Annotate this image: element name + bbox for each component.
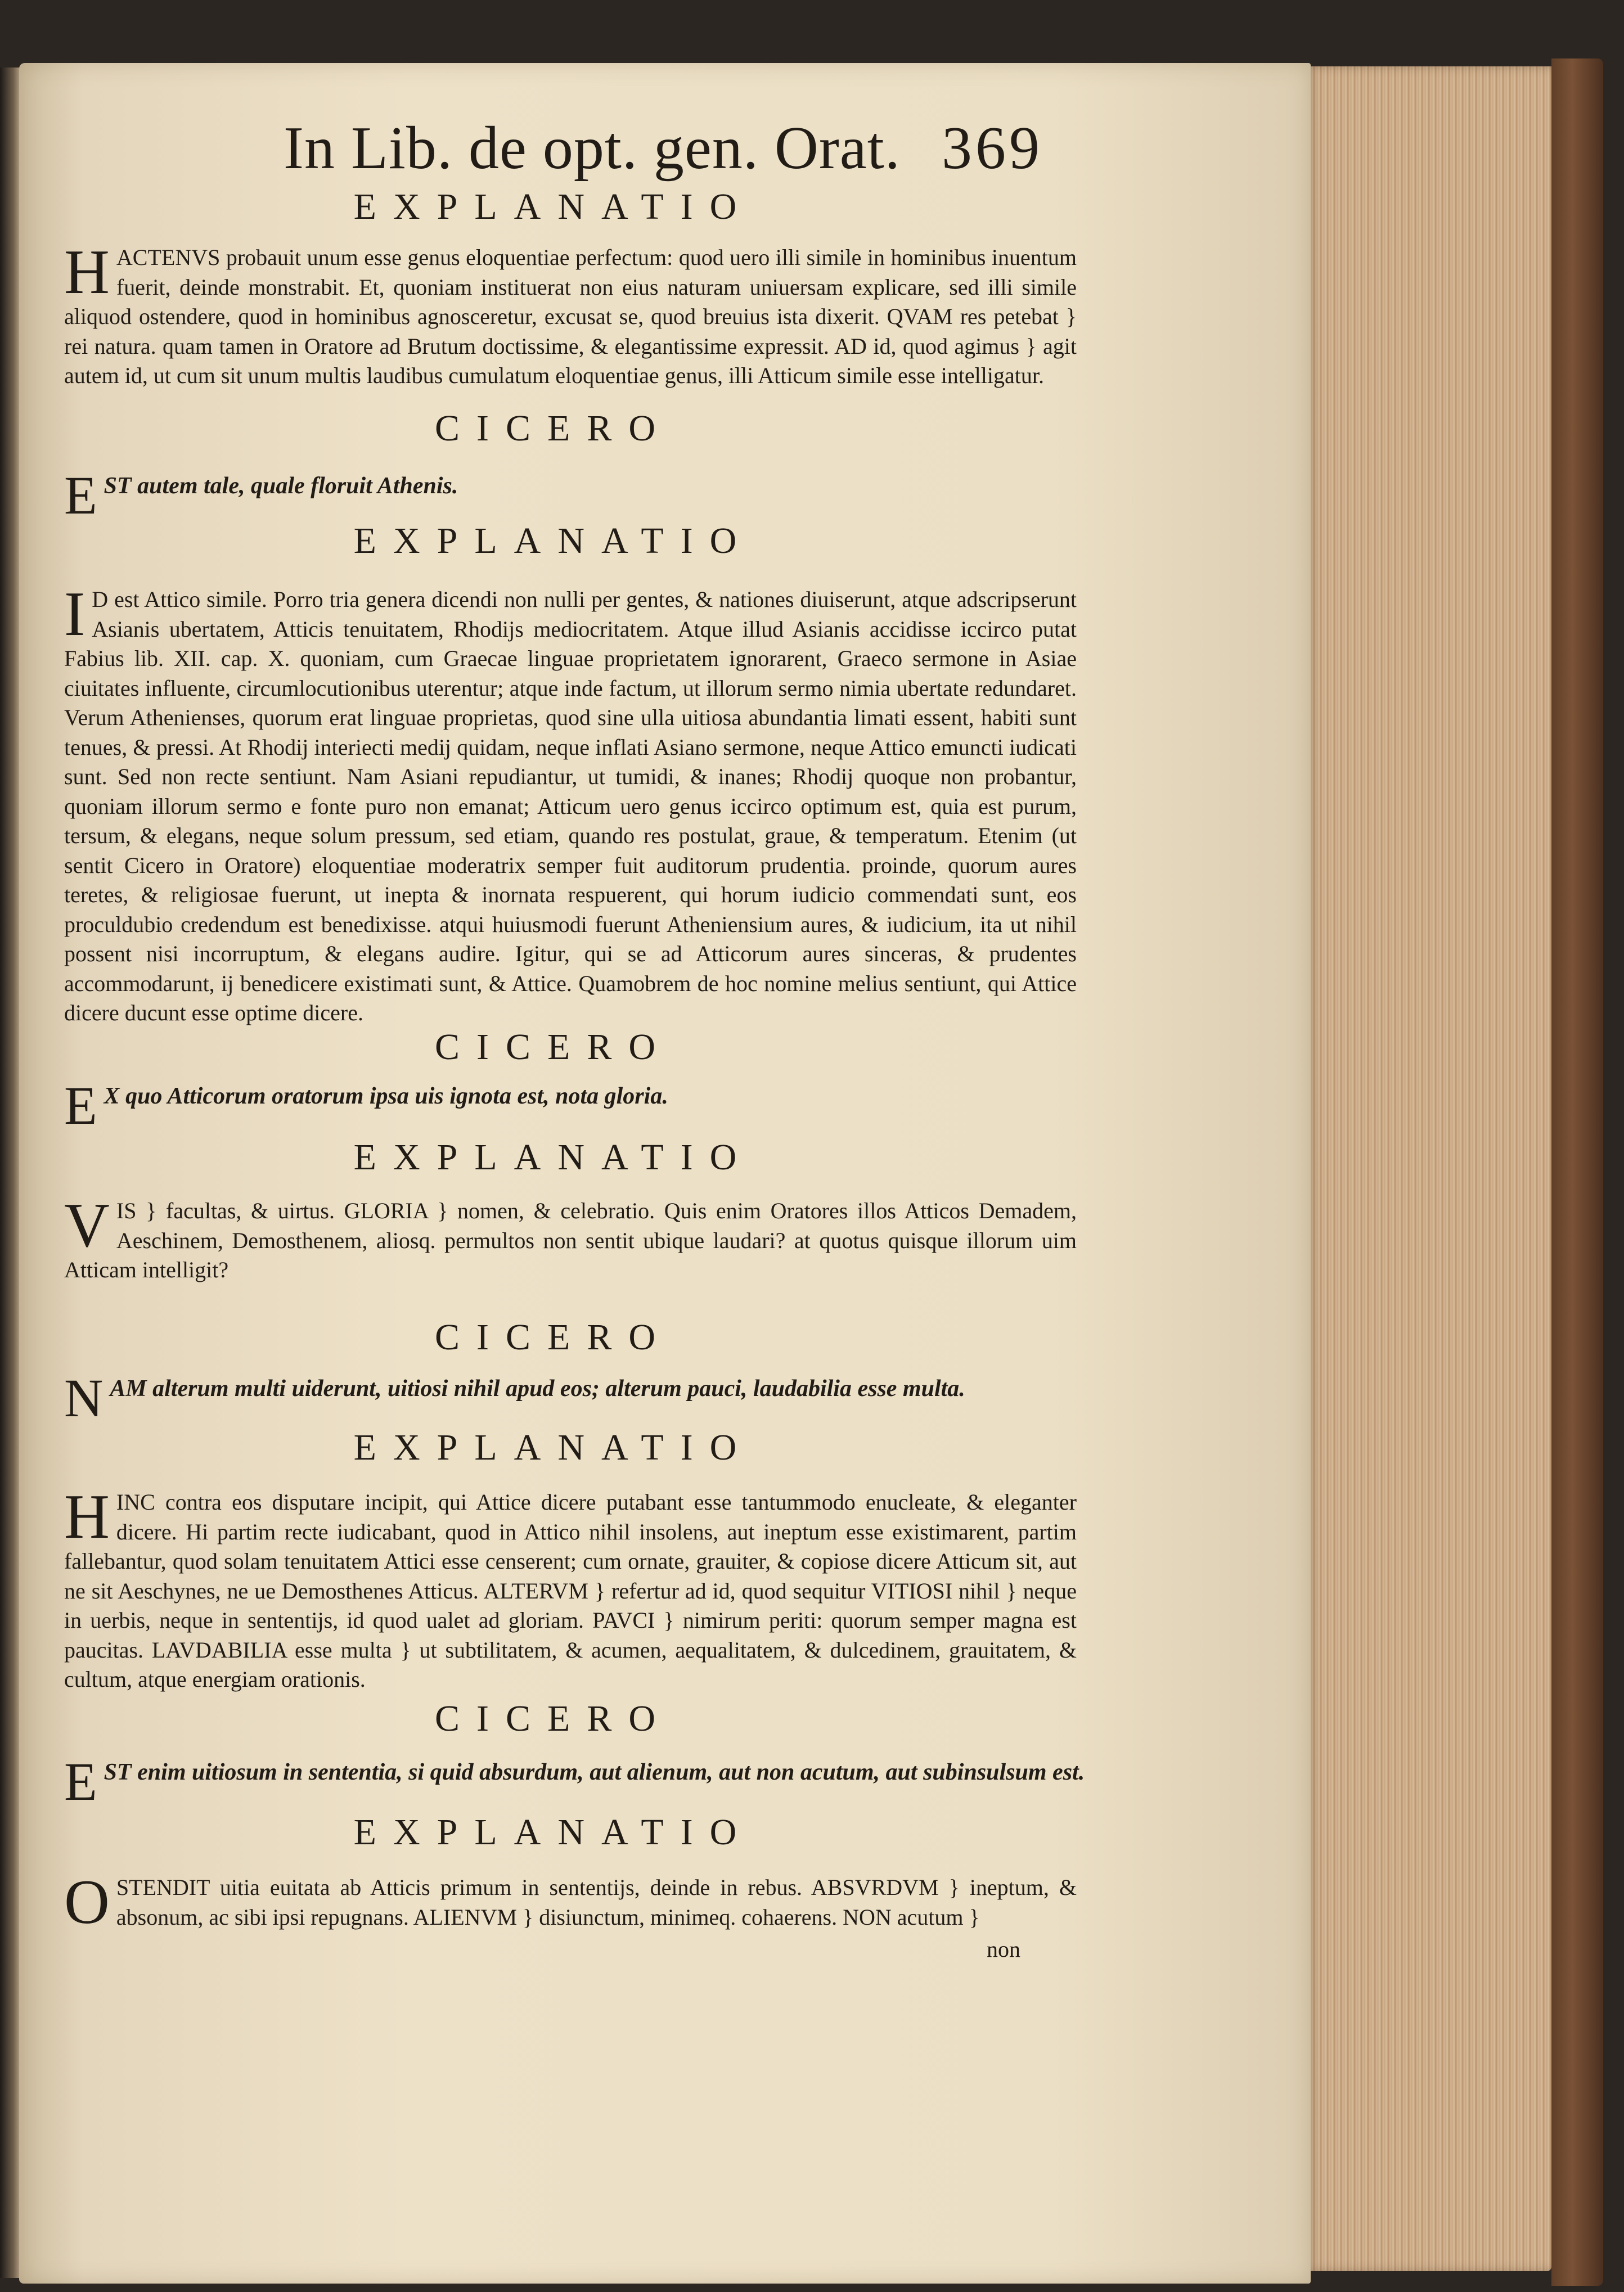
drop-cap: H: [64, 237, 110, 307]
paragraph-text: D est Attico simile. Porro tria genera dicendi non nulli per gentes, & nationes diuiserunt, atque adscripserunt Asianis ubertatem, Atticis tenuitatem, Rhodijs mediocritatem. Atque illud Asianis accidisse iccirco putat Fabius lib. XII. cap. X. quoniam, cum Graecae linguae proprietatem ignorarent, Graeco sermone in Asiae ciuitates influente, circumlocutionibus uterentur; atque inde factum, ut illorum sermo nimia ubertate redundaret. Verum Athenienses, quorum erat linguae proprietas, quod sine ulla uitiosa abundantia limati essent, habiti sunt tenues, & pressi. At Rhodij interiecti medij quidam, neque inflati Asiano sermone, neque Attico emuncti iudicati sunt. Sed non recte sentiunt. Nam Asiani repudiantur, ut tumidi, & inanes; Rhodij quoque non probantur, quoniam illorum sermo e fonte puro non emanat; Atticum uero genus iccirco optimum est, quia est purum, tersum, & elegans, neque solum pressum, sed etiam, quando res postulat, graue, & temperatum. Etenim (ut sentit Cicero in Oratore) eloquentiae moderatrix semper fuit auditorum prudentia. proinde, quorum aures teretes, & religiosae fuerunt, ut inepta & inornata respuerent, qui horum iudicio commendati sunt, eos proculdubio credendum est benedixisse. atqui huiusmodi fuerunt Atheniensium aures, & iudicium, ita ut nihil possent nisi incorruptum, & elegans audire. Igitur, qui se ad Atticorum aures sinceras, & prudentes accommodarunt, ij benedicere existimati sunt, & Attice. Quamobrem de hoc nomine melius sentiunt, qui Attice dicere ducunt esse optime dicere.: [64, 587, 1077, 1025]
drop-cap: I: [64, 579, 86, 649]
commentary-paragraph: [64, 1482, 1077, 1695]
section-heading: CICERO: [434, 1026, 673, 1068]
quote-text: ST enim uitiosum in sententia, si quid absurdum, aut alienum, aut non acutum, aut subinsulsum est.: [104, 1759, 1085, 1785]
drop-cap: E: [64, 1075, 97, 1136]
drop-cap: H: [64, 1482, 110, 1552]
page-number: 369: [942, 115, 1043, 182]
section-heading: EXPLANATIO: [353, 520, 754, 561]
commentary-paragraph: [64, 1191, 1077, 1285]
section-heading: EXPLANATIO: [353, 186, 754, 227]
drop-cap: O: [64, 1867, 110, 1937]
book-page: [19, 63, 1311, 2284]
page-text: [19, 63, 1311, 2284]
drop-cap: E: [64, 465, 97, 525]
section-heading: EXPLANATIO: [353, 1137, 754, 1178]
quote-text: AM alterum multi uiderunt, uitiosi nihil apud eos; alterum pauci, laudabilia esse multa.: [110, 1376, 965, 1402]
book-cover-edge: [1551, 58, 1603, 2286]
drop-cap: V: [64, 1191, 110, 1260]
paragraph-text: IS } facultas, & uirtus. GLORIA } nomen, & celebratio. Quis enim Oratores illos Atticos Demadem, Aeschinem, Demosthenem, aliosq. permultos non sentit ubique laudari? at quotus quisque illorum uim Atticam intelligit?: [64, 1198, 1077, 1282]
catchword: non: [987, 1937, 1020, 1962]
section-heading: EXPLANATIO: [353, 1812, 754, 1853]
section-heading: CICERO: [434, 408, 673, 449]
page-edges: [1304, 66, 1551, 2271]
section-heading: EXPLANATIO: [353, 1427, 754, 1468]
paragraph-text: INC contra eos disputare incipit, qui Attice dicere putabant esse tantummodo enucleate, & eleganter dicere. Hi partim recte iudicabant, quod in Attico nihil insolens, aut ineptum esse existimarent, partim fallebantur, quod solam tenuitatem Attici esse censerent; cum ornate, grauiter, & copiose dicere Atticum sit, aut ne sit Aeschynes, ne ue Demosthenes Atticus. ALTERVM } refertur ad id, quod sequitur VITIOSI nihil } neque in uerbis, neque in sententijs, id quod ualet ad gloriam. PAVCI } nimirum periti: quorum semper magna est paucitas. LAVDABILIA esse multa } ut subtilitatem, & acumen, aequalitatem, & dulcedinem, grauitatem, & cultum, atque energiam orationis.: [64, 1489, 1077, 1692]
previous-page-edge: [0, 67, 19, 2278]
paragraph-text: ACTENVS probauit unum esse genus eloquentiae perfectum: quod uero illi simile in hominibus inuentum fuerit, deinde monstrabit. Et, quoniam instituerat non eius naturam uniuersam explicare, sed illi simile aliquod ostendere, quod in hominibus agnosceretur, excusat se, quod breuius ista dixerit. QVAM res petebat } rei natura. quam tamen in Oratore ad Brutum doctissime, & elegantissime expressit. AD id, quod agimus } agit autem id, ut cum sit unum multis laudibus cumulatum eloquentiae genus, illi Atticum simile esse intelligatur.: [64, 245, 1077, 388]
paragraph-text: STENDIT uitia euitata ab Atticis primum in sententijs, deinde in rebus. ABSVRDVM } ineptum, & absonum, ac sibi ipsi repugnans. ALIENVM } disiunctum, minimeq. cohaerens. NON acutum }: [116, 1875, 1077, 1930]
drop-cap: N: [64, 1368, 104, 1428]
commentary-paragraph: [64, 237, 1077, 391]
cicero-quote: [64, 465, 1077, 525]
section-heading: CICERO: [434, 1317, 673, 1358]
cicero-quote: [64, 1075, 1077, 1136]
drop-cap: E: [64, 1751, 97, 1812]
commentary-paragraph: [64, 579, 1077, 1028]
running-head: In Lib. de opt. gen. Orat.: [284, 115, 901, 182]
cicero-quote: [64, 1368, 1077, 1428]
quote-text: X quo Atticorum oratorum ipsa uis ignota est, nota gloria.: [104, 1083, 668, 1109]
commentary-paragraph: [64, 1867, 1077, 1937]
quote-text: ST autem tale, quale floruit Athenis.: [104, 473, 458, 499]
cicero-quote: [64, 1751, 1085, 1812]
section-heading: CICERO: [434, 1698, 673, 1739]
